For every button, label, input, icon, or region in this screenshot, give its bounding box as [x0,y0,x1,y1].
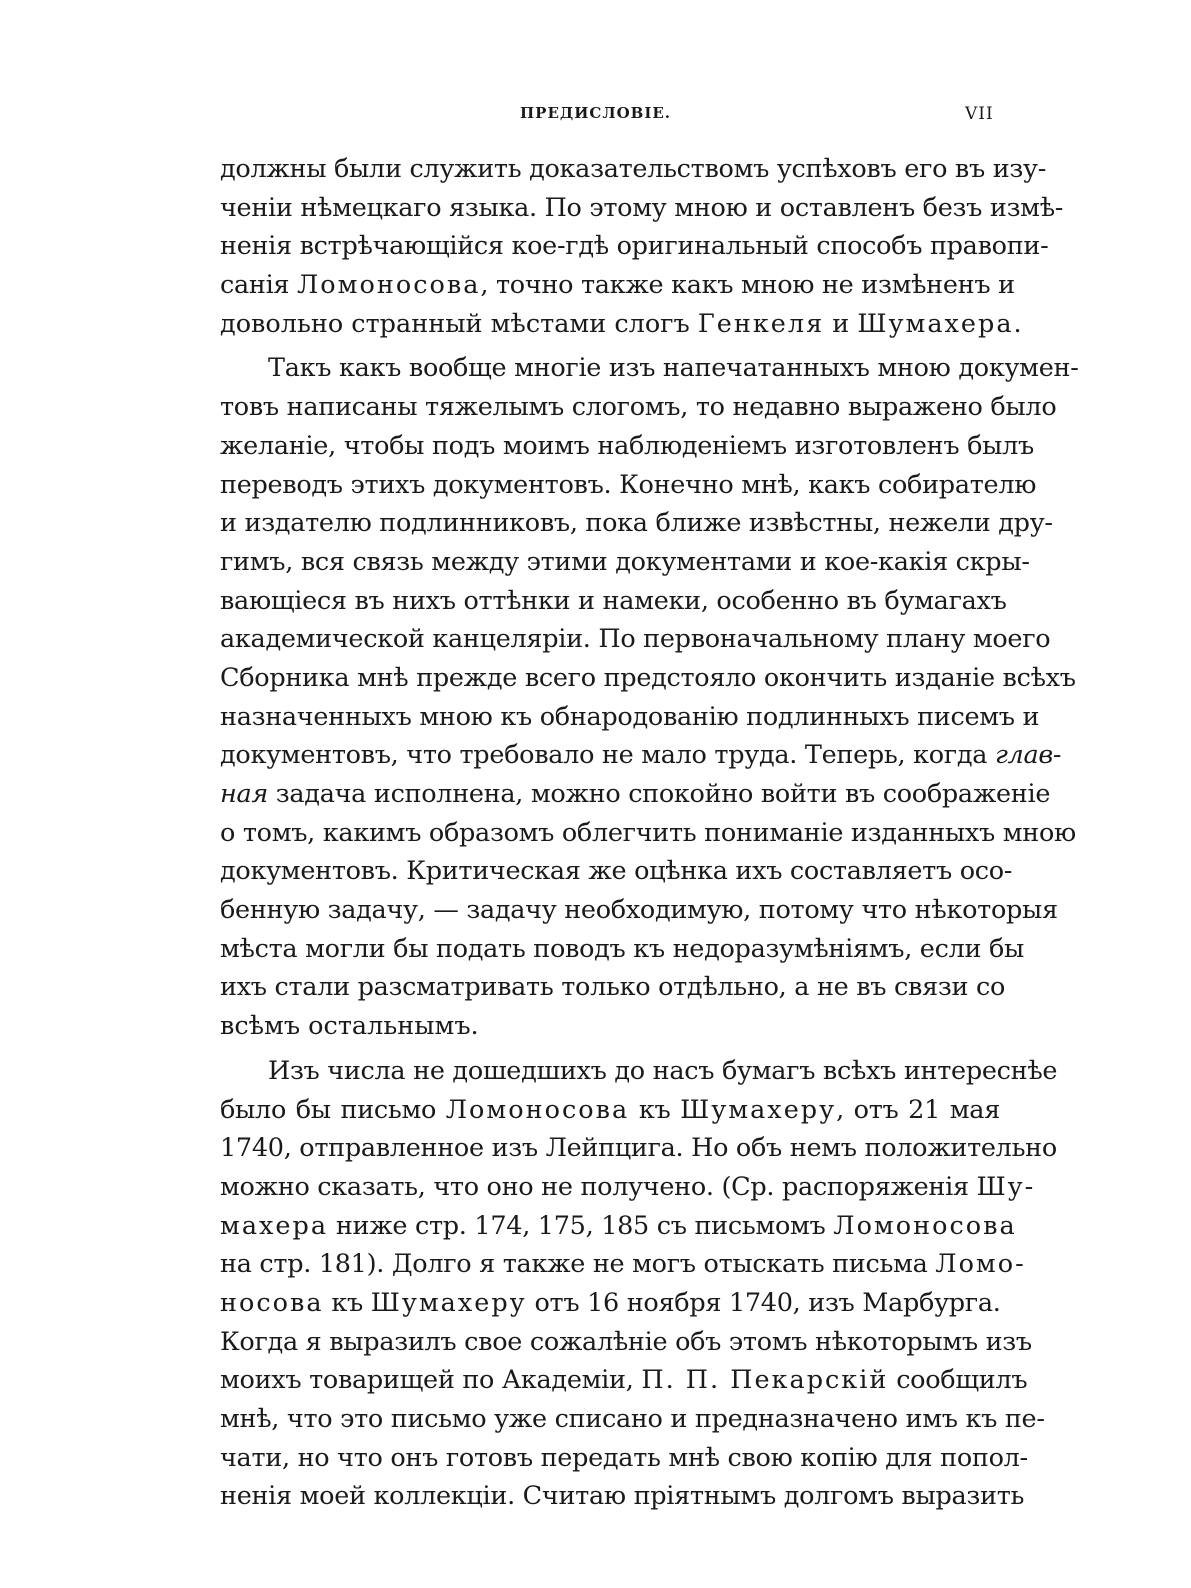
text-line [220,1361,1028,1400]
text-run: , отъ 21 мая [836,1094,1000,1125]
text-line: бенную задачу, — задачу необходимую, потому что нѣкоторыя [220,895,1058,926]
text-line: 1740, отправленное изъ Лейпцига. Но объ немъ положительно [220,1133,1057,1164]
text-line: Сборника мнѣ прежде всего предстояло окончить изданіе всѣхъ [220,662,1076,693]
person-name: Шумахера [857,308,1014,339]
text-run: и [824,308,858,339]
text-line: желаніе, чтобы подъ моимъ наблюденіемъ изготовленъ былъ [220,430,1034,461]
text-line: должны были служить доказательствомъ успѣховъ его въ изу- [220,154,1047,184]
text-line: ненія встрѣчающійся кое-гдѣ оригинальный способъ правопи- [220,231,1049,262]
text-run: документовъ, что требовало не мало труда. Теперь, когда [220,740,995,771]
text-run: , точно также какъ мною не измѣненъ и [480,270,1015,301]
text-line: документовъ. Критическая же оцѣнка ихъ составляетъ осо- [220,856,1013,887]
text-run: довольно странный мѣстами слогъ [220,308,698,339]
paragraph-3 [220,1052,1058,1516]
person-name: Генкеля [697,308,825,339]
running-title: ПРЕДИСЛОВІЕ. [520,104,672,122]
person-name: Ломо- [935,1249,1026,1280]
text-line [220,1091,1000,1130]
text-line: Когда я выразилъ свое сожалѣніе объ этомъ нѣкоторымъ изъ [220,1326,1032,1357]
person-name: Ломоносова [297,270,481,301]
person-name: Шумахеру [680,1094,837,1125]
text-run: санія [220,270,298,301]
text-line: гимъ, вся связь между этими документами и кое-какія скры- [220,546,1030,577]
text-line: ченіи нѣмецкаго языка. По этому мною и оставленъ безъ измѣ- [220,192,1064,223]
person-name: носова [220,1287,324,1318]
person-name: П. П. Пекарскій [641,1365,889,1396]
text-line: Такъ какъ вообще многіе изъ напечатанныхъ мною докумен- [268,353,1079,384]
text-line [220,1207,1017,1246]
text-line [220,266,1015,305]
text-run: отъ 16 ноября 1740, изъ Марбурга. [526,1287,1001,1318]
text-run: . [1013,308,1022,339]
running-head [0,104,1191,134]
text-line: ихъ стали разсматривать только отдѣльно, а не въ связи со [220,972,1006,1003]
paragraph-1 [220,150,1064,343]
text-line: о томъ, какимъ образомъ облегчить пониманіе изданныхъ мною [220,817,1076,848]
person-name: махера [220,1210,329,1241]
body-text [220,150,1079,1516]
text-run: было бы письмо [220,1094,446,1125]
text-run: моихъ товарищей по Академіи, [220,1365,642,1396]
paragraph-2 [220,349,1079,1045]
text-line [220,1284,1000,1323]
text-line: вающіеся въ нихъ оттѣнки и намеки, особенно въ бумагахъ [220,585,1007,616]
page-number: VII [965,104,994,124]
text-run: къ [323,1287,371,1318]
italic-text: ная [220,779,268,809]
text-line [220,1168,1036,1207]
text-line [220,1245,1026,1284]
text-run: сообщилъ [888,1365,1028,1396]
text-line: Изъ числа не дошедшихъ до насъ бумагъ всѣхъ интереснѣе [268,1055,1058,1086]
text-line [220,305,1022,344]
person-name: Ломоносова [445,1094,630,1125]
text-run: можно сказать, что оно не получено. (Ср. распоряженія [220,1171,977,1202]
text-run: задача исполнена, можно спокойно войти въ соображеніе [267,779,1051,809]
text-line: назначенныхъ мною къ обнародованію подлинныхъ писемъ и [220,701,1040,732]
text-line: мѣста могли бы подать поводъ къ недоразумѣніямъ, если бы [220,933,1025,964]
text-line [220,775,1051,814]
text-line: товъ написаны тяжелымъ слогомъ, то недавно выражено было [220,392,1057,423]
text-line: и издателю подлинниковъ, пока ближе извѣстны, нежели дру- [220,508,1053,539]
text-line: академической канцеляріи. По первоначальному плану моего [220,624,1051,655]
person-name: Шумахеру [370,1287,527,1318]
text-line [220,736,1062,775]
text-run: къ [629,1094,681,1125]
text-line: всѣмъ остальнымъ. [220,1011,479,1042]
person-name: Шу- [976,1171,1036,1202]
text-run: на стр. 181). Долго я также не могъ отыскать письма [220,1249,936,1280]
text-line: ненія моей коллекціи. Считаю пріятнымъ долгомъ выразить [220,1481,1025,1512]
italic-text: глав- [994,740,1062,771]
text-line: чати, но что онъ готовъ передать мнѣ свою копію для попол- [220,1442,1028,1473]
text-run: ниже стр. 174, 175, 185 съ письмомъ [328,1210,834,1241]
person-name: Ломоносова [833,1210,1017,1241]
text-line: мнѣ, что это письмо уже списано и предназначено имъ къ пе- [220,1404,1045,1434]
text-line: переводъ этихъ документовъ. Конечно мнѣ, какъ собирателю [220,469,1037,500]
